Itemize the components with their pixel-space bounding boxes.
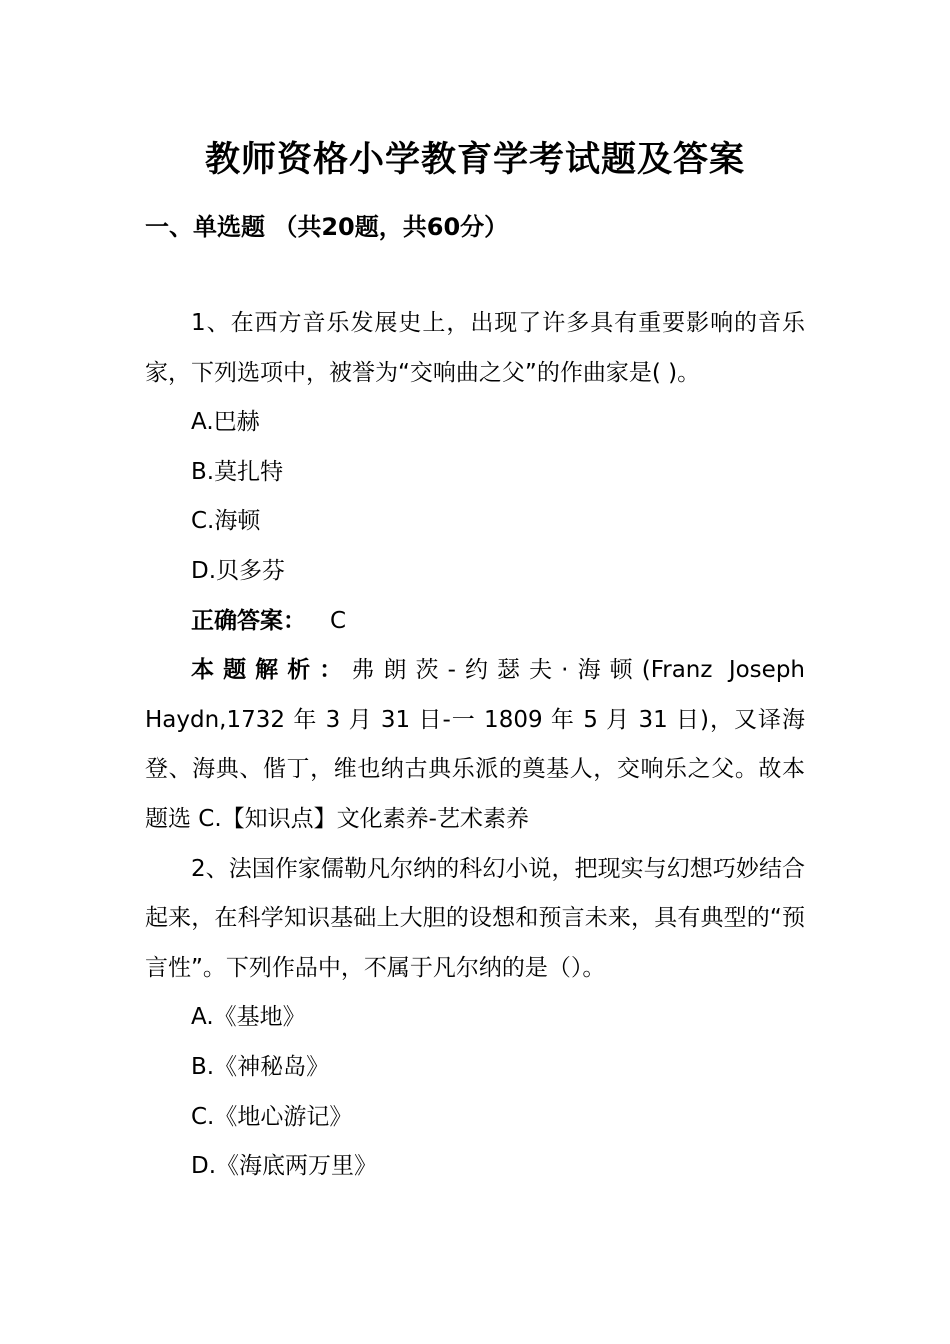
question-1-stem: 1、在西方音乐发展史上，出现了许多具有重要影响的音乐家，下列选项中，被誉为“交响曲之父”的作曲家是( )。	[145, 310, 805, 386]
question-list	[145, 299, 805, 1192]
answer-label: 正确答案：	[191, 607, 306, 634]
question-1-option-d: D.贝多芬	[191, 557, 286, 584]
question-2-option-b: B.《神秘岛》	[191, 1053, 330, 1080]
question-1-option-c: C.海顿	[191, 508, 261, 535]
analysis-label: 本题解析：	[191, 657, 352, 684]
question-1-answer	[145, 597, 805, 647]
document-title: 教师资格小学教育学考试题及答案	[204, 140, 745, 180]
section-heading: 一、单选题 （共20题，共60分）	[145, 213, 509, 241]
question-1-option-a: A.巴赫	[191, 409, 260, 436]
question-2-stem: 2、法国作家儒勒凡尔纳的科幻小说，把现实与幻想巧妙结合起来，在科学知识基础上大胆的设想和预言未来，具有典型的“预言性”。下列作品中，不属于凡尔纳的是（）。	[145, 855, 805, 981]
analysis-text: 弗朗茨-约瑟夫·海顿(Franz Joseph Haydn,1732 年 3 月 31 日-一 1809 年 5 月 31 日)，又译海登、海典、偕丁，维也纳古典乐派的奠基人，交响乐之父。故本题选 C.【知识点】文化素养-艺术素养	[145, 657, 805, 832]
question-2-option-a: A.《基地》	[191, 1004, 306, 1031]
question-1-analysis	[145, 646, 805, 844]
question-2-option-d: D.《海底两万里》	[191, 1153, 378, 1180]
answer-value: C	[330, 607, 347, 634]
question-2-option-c: C.《地心游记》	[191, 1103, 353, 1130]
question-1-option-b: B.莫扎特	[191, 458, 284, 485]
